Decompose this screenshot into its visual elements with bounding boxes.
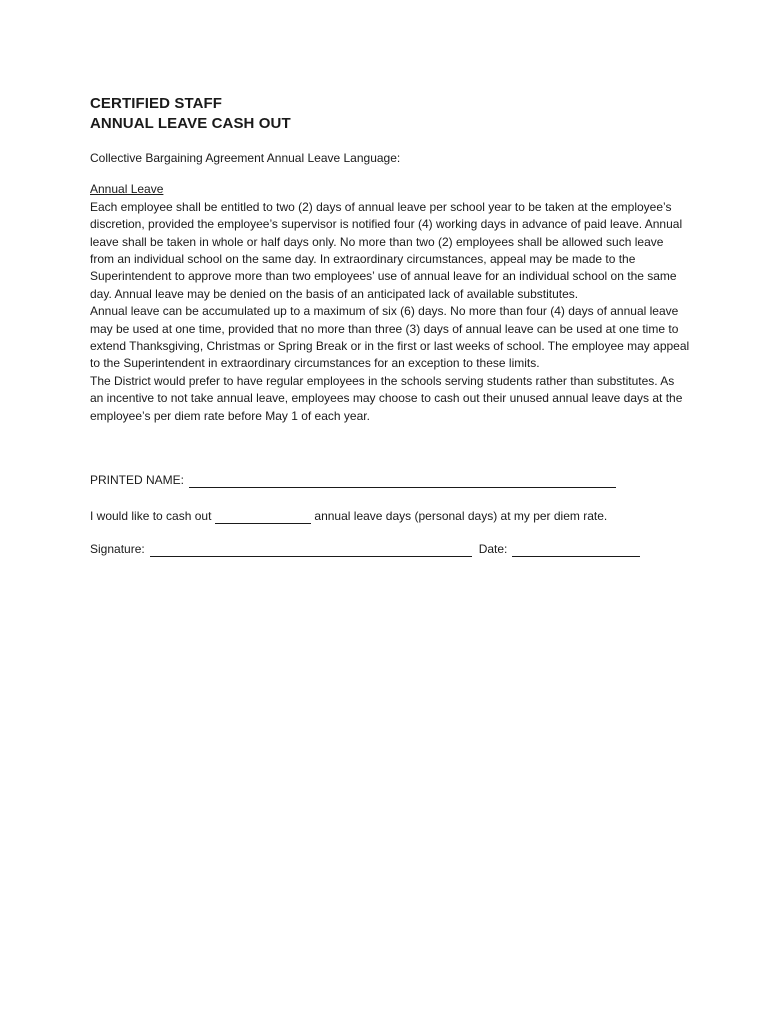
printed-name-label: PRINTED NAME: <box>90 473 185 488</box>
signature-label: Signature: <box>90 542 145 557</box>
signature-row <box>90 541 690 558</box>
intro-text: Collective Bargaining Agreement Annual Leave Language: <box>90 151 401 165</box>
cash-out-prefix: I would like to cash out <box>90 509 212 524</box>
printed-name-row <box>90 472 690 489</box>
paragraph-entitlement: Each employee shall be entitled to two (2) days of annual leave per school year to be taken at the employee’s discretion, provided the employee’s supervisor is notified four (4) working days in advance of paid leave. Annual leave shall be taken in whole or half days only. No more than two (2) employees shall be allowed such leave from an individual school on the same day. In extraordinary circumstances, appeal may be made to the Superintendent to approve more than two employees’ use of annual leave for an individual school on the same day. Annual leave may be denied on the basis of an anticipated lack of available substitutes. <box>90 199 683 301</box>
date-label: Date: <box>478 542 508 557</box>
title-line-1: CERTIFIED STAFF <box>90 95 223 112</box>
title-line-2: ANNUAL LEAVE CASH OUT <box>90 115 291 132</box>
date-field[interactable] <box>512 543 640 557</box>
cash-out-row <box>90 508 690 525</box>
paragraph-incentive: The District would prefer to have regular employees in the schools serving students rather than substitutes. As an incentive to not take annual leave, employees may choose to cash out their unused annual leave days at the employee’s per diem rate before May 1 of each year. <box>90 373 683 423</box>
section-heading-annual-leave: Annual Leave <box>90 182 164 197</box>
signature-field[interactable] <box>150 543 472 557</box>
printed-name-field[interactable] <box>189 474 616 488</box>
document-content <box>90 94 690 558</box>
cash-out-days-field[interactable] <box>215 510 311 524</box>
paragraph-accumulation: Annual leave can be accumulated up to a maximum of six (6) days. No more than four (4) days of annual leave may be used at one time, provided that no more than three (3) days of annual leave can be used at one time to extend Thanksgiving, Christmas or Spring Break or in the first or last weeks of school. The employee may appeal to the Superintendent in extraordinary circumstances for an exception to these limits. <box>90 304 690 371</box>
document-title <box>90 94 690 134</box>
cash-out-suffix: annual leave days (personal days) at my per diem rate. <box>314 509 608 524</box>
